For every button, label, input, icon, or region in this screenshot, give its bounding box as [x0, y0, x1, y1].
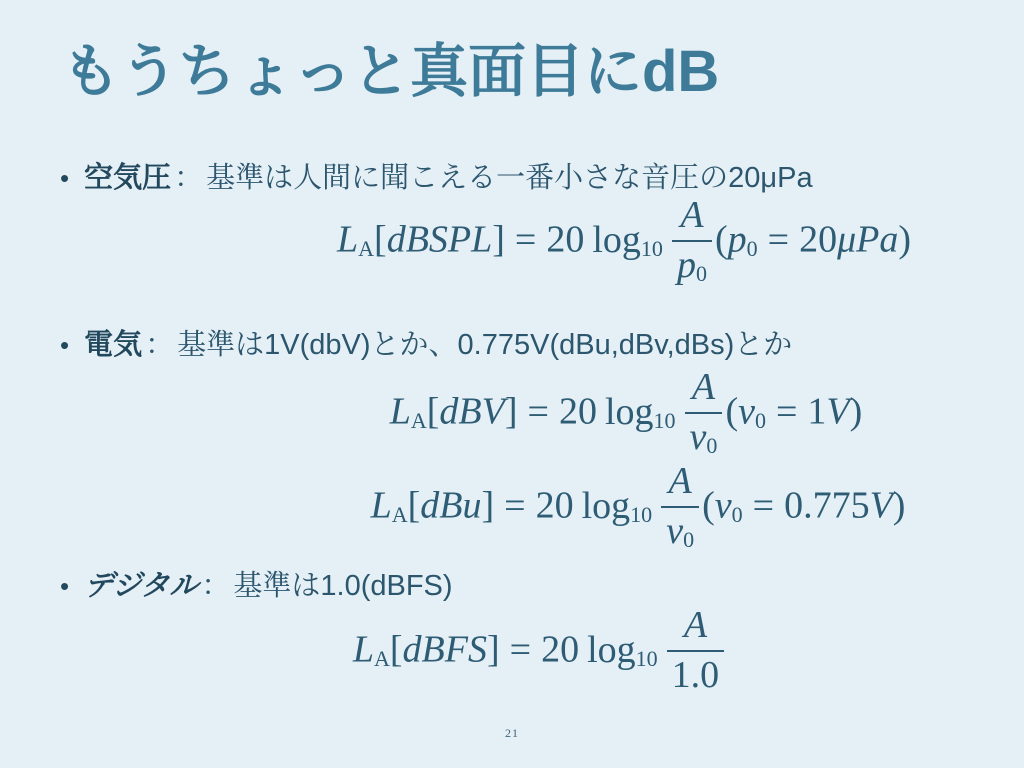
formula-bracket-open: [: [374, 218, 387, 261]
fraction-numerator: A: [680, 193, 704, 236]
reference-value: 20: [799, 218, 838, 261]
log-base: 10: [635, 646, 658, 672]
log-function: log: [604, 390, 654, 433]
reference-unit: μPa: [837, 218, 899, 261]
fraction-numerator: A: [691, 365, 716, 408]
fraction: [667, 603, 725, 696]
bullet-label: 空気圧: [84, 162, 172, 194]
reference-unit: V: [869, 484, 893, 527]
fraction-denominator: [667, 652, 725, 696]
bullet-electric: [60, 327, 792, 363]
reference-sub: 0: [731, 502, 743, 528]
paren-close: ): [898, 218, 912, 261]
formula-dbv: [389, 365, 863, 460]
bullet-label: デジタル: [84, 570, 199, 602]
log-base: 10: [653, 408, 676, 434]
denominator-var: v: [689, 415, 707, 458]
reference-sub: 0: [754, 408, 766, 434]
reference-unit: V: [826, 390, 850, 433]
formula-dbu: [370, 459, 906, 554]
fraction-denominator: [672, 242, 712, 286]
formula-bracket-close: ]: [486, 628, 500, 671]
formula-lhs-sub: A: [358, 236, 375, 262]
formula-unit-label: dBV: [439, 390, 505, 433]
bullet-air-pressure: [60, 160, 813, 196]
denominator-var: v: [666, 509, 684, 552]
formula-coefficient: 20: [541, 628, 580, 671]
bullet-dot: •: [60, 163, 70, 193]
formula-bracket-close: ]: [492, 218, 505, 261]
formula-lhs-sub: A: [391, 502, 408, 528]
formula-unit-label: dBFS: [402, 628, 487, 671]
formula-lhs: L: [370, 484, 392, 527]
reference-value: 1: [807, 390, 827, 433]
bullet-label: 電気: [84, 329, 143, 361]
fraction: [685, 365, 723, 459]
fraction: [661, 459, 699, 553]
denominator-sub: 0: [706, 433, 718, 459]
formula-lhs: L: [336, 218, 359, 261]
formula-lhs: L: [352, 628, 374, 671]
equals-sign: =: [509, 628, 532, 671]
formula-bracket-close: ]: [481, 484, 495, 527]
fraction-numerator: A: [668, 459, 692, 502]
bullet-dot: •: [60, 330, 70, 360]
bullet-dot: •: [60, 571, 70, 601]
formula-coefficient: 20: [558, 390, 597, 433]
formula-coefficient: 20: [546, 218, 585, 261]
bullet-separator: ：: [201, 570, 231, 602]
formula-bracket-open: [: [389, 628, 403, 671]
reference-var: p: [727, 218, 747, 261]
formula-lhs-sub: A: [410, 408, 427, 434]
formula-unit-label: dBu: [420, 484, 482, 527]
reference-equals: =: [767, 218, 790, 261]
formula-dbv-row: [0, 365, 1024, 460]
equals-sign: =: [504, 484, 526, 527]
formula-dbu-row: [0, 459, 1024, 554]
formula-dbfs: [352, 603, 727, 698]
fraction-denominator: [685, 414, 723, 458]
log-base: 10: [640, 236, 663, 262]
bullet-separator: ：: [174, 162, 204, 194]
formula-bracket-close: ]: [504, 390, 518, 433]
log-function: log: [581, 484, 631, 527]
reference-var: v: [714, 484, 732, 527]
denominator-var: 1.0: [671, 653, 720, 696]
reference-var: v: [738, 390, 755, 433]
equals-sign: =: [514, 218, 537, 261]
log-function: log: [587, 628, 636, 671]
paren-close: ): [892, 484, 906, 527]
denominator-sub: 0: [695, 261, 707, 287]
denominator-var: p: [676, 243, 696, 286]
paren-open: (: [725, 390, 739, 433]
bullet-digital: [60, 568, 453, 604]
log-base: 10: [630, 502, 653, 528]
bullet-text: 基準は1V(dbV)とか、0.775V(dBu,dBv,dBs)とか: [177, 329, 793, 361]
reference-value: 0.775: [784, 484, 870, 527]
reference-equals: =: [775, 390, 798, 433]
denominator-sub: 0: [683, 527, 695, 553]
formula-lhs: L: [389, 390, 411, 433]
formula-coefficient: 20: [535, 484, 574, 527]
paren-open: (: [702, 484, 715, 527]
reference-equals: =: [752, 484, 775, 527]
reference-sub: 0: [746, 236, 758, 262]
formula-bracket-open: [: [407, 484, 421, 527]
formula-dbspl: [336, 193, 912, 288]
fraction: [672, 193, 712, 287]
fraction-denominator: [661, 508, 699, 552]
formula-dbspl-row: [0, 193, 1024, 288]
paren-open: (: [714, 218, 728, 261]
bullet-text: 基準は人間に聞こえる一番小さな音圧の20μPa: [206, 162, 813, 194]
log-function: log: [592, 218, 641, 261]
formula-unit-label: dBSPL: [386, 218, 493, 261]
slide-title: もうちょっと真面目にdB: [62, 39, 720, 104]
equals-sign: =: [527, 390, 549, 433]
formula-bracket-open: [: [426, 390, 440, 433]
page-number: 21: [505, 726, 519, 740]
paren-close: ): [849, 390, 863, 433]
fraction-numerator: A: [683, 603, 708, 646]
formula-lhs-sub: A: [373, 646, 390, 672]
bullet-text: 基準は1.0(dBFS): [233, 570, 453, 602]
formula-dbfs-row: [0, 603, 1024, 698]
bullet-separator: ：: [145, 329, 175, 361]
